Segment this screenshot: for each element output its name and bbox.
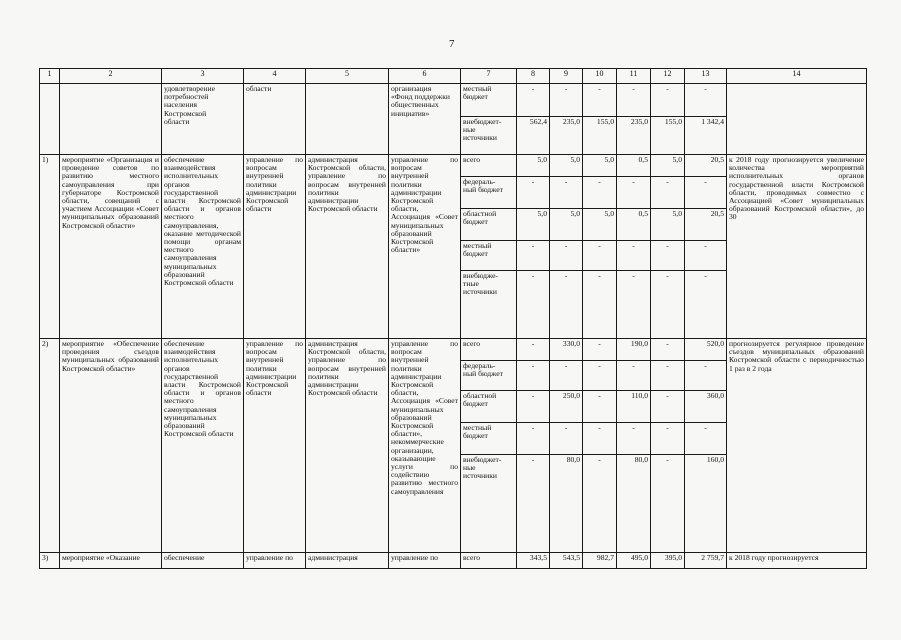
row-number-cell: 3): [40, 553, 60, 569]
customer-cell: администрация Костромской области, управление по вопросам внутренней политики администрации Костромской области: [306, 155, 389, 339]
column-number: 11: [617, 69, 651, 84]
amount-cell: -: [685, 177, 727, 209]
amount-cell: -: [517, 339, 550, 361]
amount-cell: 982,7: [583, 553, 617, 569]
row-number-cell: 1): [40, 155, 60, 339]
funding-source-cell: всего: [461, 155, 517, 177]
expected-result-cell: [727, 84, 867, 155]
amount-cell: -: [583, 361, 617, 391]
responsible-cell: управление по: [244, 553, 306, 569]
row-number-cell: [40, 84, 60, 155]
column-number: 14: [727, 69, 867, 84]
measure-name-cell: [60, 84, 162, 155]
column-number: 1: [40, 69, 60, 84]
amount-cell: 20,5: [685, 209, 727, 241]
amount-cell: 5,0: [517, 155, 550, 177]
amount-cell: -: [685, 84, 727, 117]
column-number: 8: [517, 69, 550, 84]
executor-cell: управление по вопросам внутренней политики администрации Костромской области, Ассоциация «Совет муниципальных образований Костромской области», некоммерческие организации, оказывающие услуги по содействию развитию местного самоуправления: [389, 339, 461, 553]
amount-cell: 5,0: [651, 155, 685, 177]
expected-result-cell: к 2018 году прогнозируется: [727, 553, 867, 569]
executor-cell: управление по вопросам внутренней политики администрации Костромской области, Ассоциация «Совет муниципальных образований Костромской области»: [389, 155, 461, 339]
table-row: [40, 339, 867, 361]
amount-cell: -: [617, 241, 651, 271]
column-number: 6: [389, 69, 461, 84]
measure-name-cell: мероприятие «Организация и проведение советов по развитию местного самоуправления при губернаторе Костромской области, совещаний с участием Ассоциации «Совет муниципальных образований Костромской области»: [60, 155, 162, 339]
amount-cell: 155,0: [651, 117, 685, 155]
measure-name-cell: мероприятие «Оказание: [60, 553, 162, 569]
funding-source-cell: областной бюджет: [461, 209, 517, 241]
funding-source-cell: внебюдже- тные источники: [461, 271, 517, 339]
amount-cell: -: [550, 177, 583, 209]
amount-cell: 0,5: [617, 209, 651, 241]
customer-cell: администрация: [306, 553, 389, 569]
amount-cell: -: [583, 423, 617, 455]
amount-cell: -: [651, 339, 685, 361]
responsible-cell: управление по вопросам внутренней политики администрации Костромской области: [244, 155, 306, 339]
funding-source-cell: внебюджет- ные источники: [461, 455, 517, 553]
funding-source-cell: местный бюджет: [461, 84, 517, 117]
amount-cell: 155,0: [583, 117, 617, 155]
column-number: 5: [306, 69, 389, 84]
amount-cell: -: [517, 84, 550, 117]
amount-cell: -: [583, 177, 617, 209]
funding-source-cell: местный бюджет: [461, 423, 517, 455]
amount-cell: 235,0: [617, 117, 651, 155]
amount-cell: 20,5: [685, 155, 727, 177]
amount-cell: 395,0: [651, 553, 685, 569]
amount-cell: 5,0: [651, 209, 685, 241]
amount-cell: -: [517, 177, 550, 209]
funding-source-cell: областной бюджет: [461, 391, 517, 423]
expected-result-cell: прогнозируется регулярное проведение съездов муниципальных образований Костромской области с периодичностью 1 раз в 2 года: [727, 339, 867, 553]
amount-cell: 2 759,7: [685, 553, 727, 569]
amount-cell: -: [550, 361, 583, 391]
table-row: [40, 553, 867, 569]
measure-name-cell: мероприятие «Обеспечение проведения съездов муниципальных образований Костромской области»: [60, 339, 162, 553]
amount-cell: 80,0: [550, 455, 583, 553]
amount-cell: -: [517, 455, 550, 553]
funding-source-cell: федераль- ный бюджет: [461, 361, 517, 391]
amount-cell: 160,0: [685, 455, 727, 553]
amount-cell: 190,0: [617, 339, 651, 361]
amount-cell: -: [583, 455, 617, 553]
funding-source-cell: всего: [461, 553, 517, 569]
amount-cell: -: [583, 271, 617, 339]
amount-cell: -: [685, 241, 727, 271]
funding-source-cell: федераль- ный бюджет: [461, 177, 517, 209]
amount-cell: -: [583, 339, 617, 361]
amount-cell: -: [550, 423, 583, 455]
table-row: [40, 84, 867, 117]
amount-cell: 5,0: [583, 209, 617, 241]
amount-cell: -: [685, 423, 727, 455]
goal-cell: обеспечение взаимодействия исполнительных органов государственной власти Костромской области и органов местного самоуправления, оказание методической помощи органам местного самоуправления муниципальных образований Костромской области: [162, 155, 244, 339]
column-number: 7: [461, 69, 517, 84]
expected-result-cell: к 2018 году прогнозируется увеличение количества мероприятий исполнительных органов государственной власти Костромской области, проводимых совместно с Ассоциацией «Совет муниципальных образований Костромской области», до 30: [727, 155, 867, 339]
amount-cell: -: [550, 241, 583, 271]
customer-cell: администрация Костромской области, управление по вопросам внутренней политики администрации Костромской области: [306, 339, 389, 553]
column-number: 10: [583, 69, 617, 84]
amount-cell: -: [685, 271, 727, 339]
table-header-row: [40, 69, 867, 84]
amount-cell: 0,5: [617, 155, 651, 177]
amount-cell: -: [617, 177, 651, 209]
amount-cell: 110,0: [617, 391, 651, 423]
amount-cell: 5,0: [517, 209, 550, 241]
amount-cell: -: [517, 423, 550, 455]
amount-cell: 5,0: [550, 209, 583, 241]
amount-cell: -: [685, 361, 727, 391]
responsible-cell: области: [244, 84, 306, 155]
amount-cell: -: [583, 241, 617, 271]
responsible-cell: управление по вопросам внутренней политики администрации Костромской области: [244, 339, 306, 553]
amount-cell: 1 342,4: [685, 117, 727, 155]
goal-cell: удовлетворение потребностей населения Костромской области: [162, 84, 244, 155]
amount-cell: 543,5: [550, 553, 583, 569]
customer-cell: [306, 84, 389, 155]
amount-cell: 250,0: [550, 391, 583, 423]
amount-cell: -: [583, 84, 617, 117]
funding-source-cell: всего: [461, 339, 517, 361]
executor-cell: управление по: [389, 553, 461, 569]
amount-cell: -: [517, 391, 550, 423]
amount-cell: -: [651, 241, 685, 271]
executor-cell: организация «Фонд поддержки общественных инициатив»: [389, 84, 461, 155]
row-number-cell: 2): [40, 339, 60, 553]
amount-cell: -: [651, 423, 685, 455]
column-number: 13: [685, 69, 727, 84]
amount-cell: 343,5: [517, 553, 550, 569]
page-number: 7: [449, 38, 455, 50]
amount-cell: -: [651, 84, 685, 117]
amount-cell: -: [617, 361, 651, 391]
goal-cell: обеспечение взаимодействия исполнительных органов государственной власти Костромской области и органов местного самоуправления муниципальных образований Костромской области: [162, 339, 244, 553]
amount-cell: -: [651, 391, 685, 423]
amount-cell: 80,0: [617, 455, 651, 553]
amount-cell: -: [517, 271, 550, 339]
program-table: [39, 68, 867, 569]
amount-cell: -: [651, 271, 685, 339]
amount-cell: 495,0: [617, 553, 651, 569]
amount-cell: 520,0: [685, 339, 727, 361]
amount-cell: 235,0: [550, 117, 583, 155]
amount-cell: -: [651, 361, 685, 391]
amount-cell: -: [651, 177, 685, 209]
amount-cell: -: [517, 241, 550, 271]
funding-source-cell: местный бюджет: [461, 241, 517, 271]
column-number: 9: [550, 69, 583, 84]
column-number: 3: [162, 69, 244, 84]
table-row: [40, 155, 867, 177]
amount-cell: -: [617, 271, 651, 339]
column-number: 4: [244, 69, 306, 84]
column-number: 12: [651, 69, 685, 84]
amount-cell: 330,0: [550, 339, 583, 361]
amount-cell: -: [583, 391, 617, 423]
funding-source-cell: внебюджет- ные источники: [461, 117, 517, 155]
amount-cell: -: [550, 271, 583, 339]
column-number: 2: [60, 69, 162, 84]
amount-cell: -: [617, 84, 651, 117]
amount-cell: -: [517, 361, 550, 391]
amount-cell: -: [617, 423, 651, 455]
amount-cell: -: [651, 455, 685, 553]
amount-cell: -: [550, 84, 583, 117]
goal-cell: обеспечение: [162, 553, 244, 569]
amount-cell: 5,0: [550, 155, 583, 177]
amount-cell: 360,0: [685, 391, 727, 423]
amount-cell: 5,0: [583, 155, 617, 177]
amount-cell: 562,4: [517, 117, 550, 155]
